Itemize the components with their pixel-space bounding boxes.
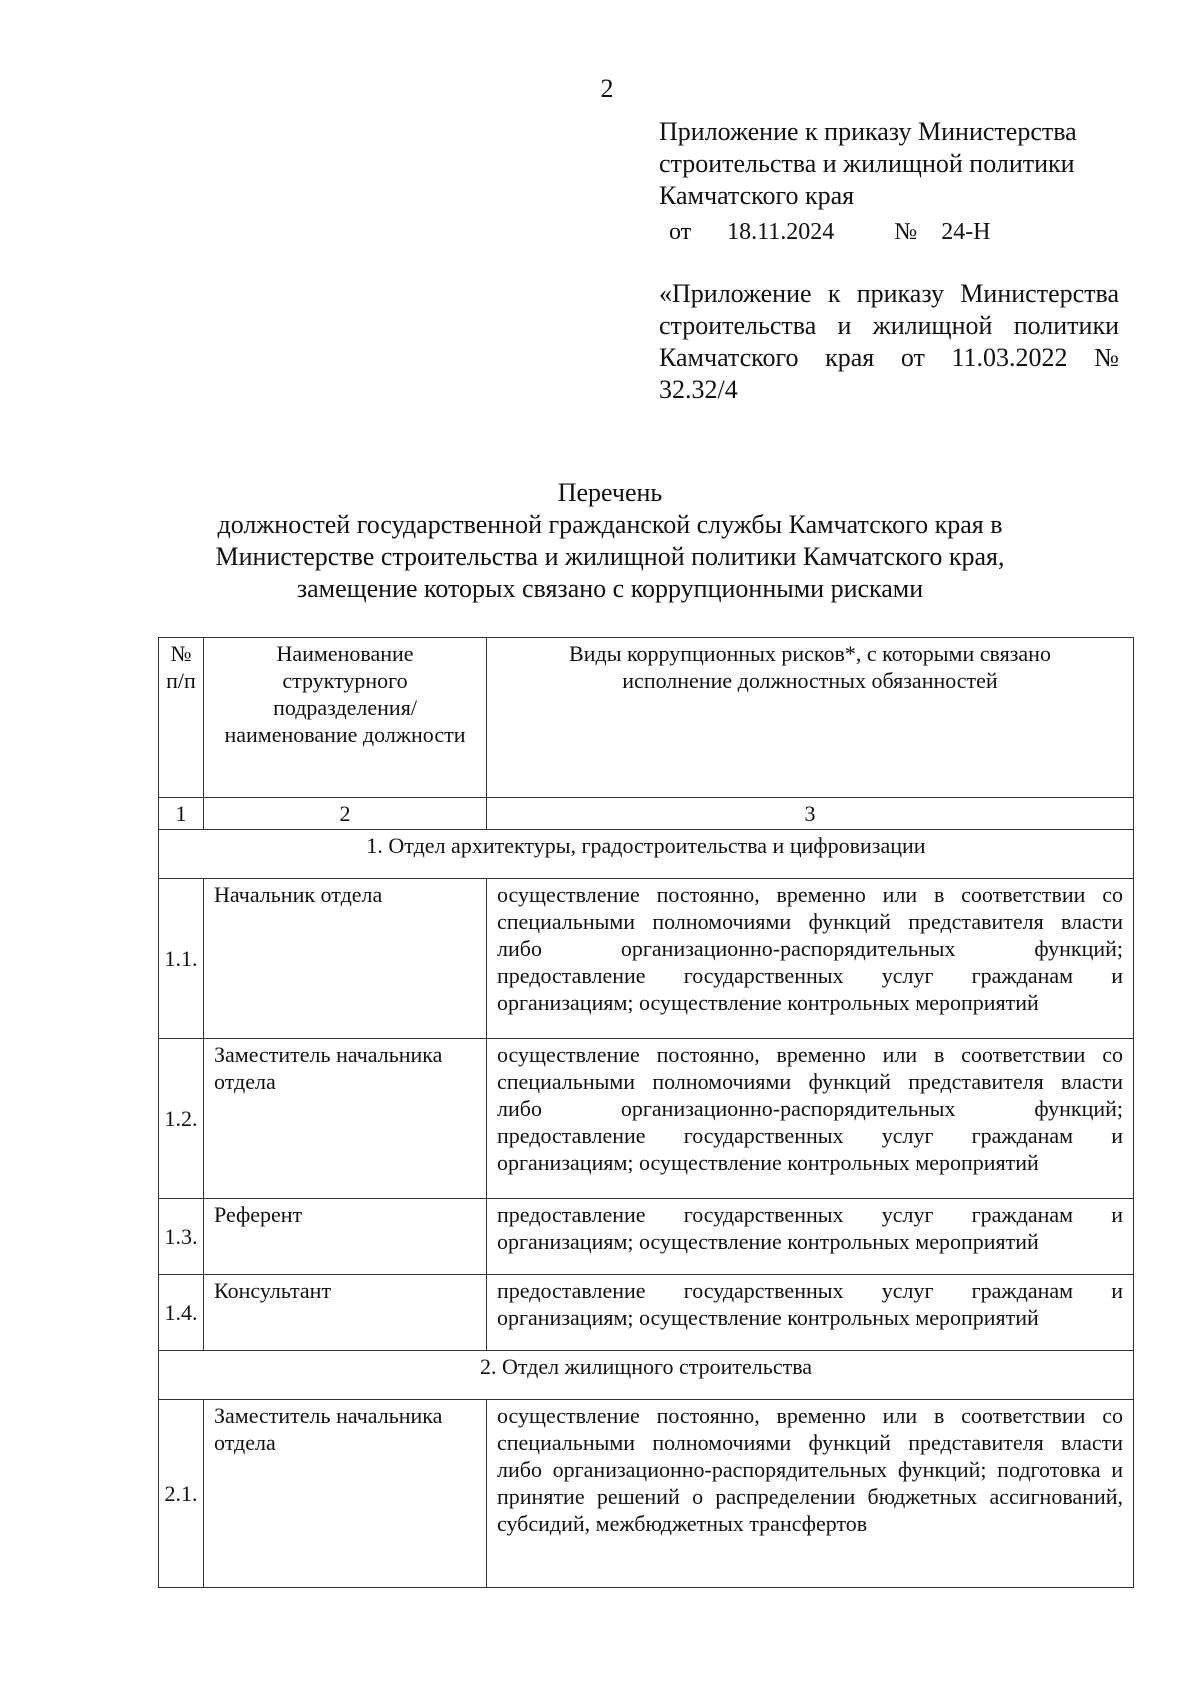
row-risks: предоставление государственных услуг гражданам и организациям; осуществление контрольных мероприятий [487,1199,1134,1275]
header-row [159,638,1134,798]
row-risks: осуществление постоянно, временно или в соответствии со специальными полномочиями функций представителя власти либо организационно-распорядительных функций; предоставление государственных услуг гражданам и организациям; осуществление контрольных мероприятий [487,879,1134,1039]
row-position: Референт [204,1199,487,1275]
title-line: должностей государственной гражданской службы Камчатского края в [217,510,1003,539]
table-row [159,879,1134,1039]
row-risks: осуществление постоянно, временно или в соответствии со специальными полномочиями функций представителя власти либо организационно-распорядительных функций; предоставление государственных услуг гражданам и организациям; осуществление контрольных мероприятий [487,1039,1134,1199]
page-number: 2 [600,74,614,103]
row-num: 1.2. [159,1039,204,1199]
appendix-line: Приложение к приказу Министерства [659,117,1077,146]
row-num: 1.3. [159,1199,204,1275]
table-row [159,1275,1134,1351]
appendix-line: Камчатского края [659,181,855,210]
row-num: 1.4. [159,1275,204,1351]
row-position: Консультант [204,1275,487,1351]
title-line: Перечень [557,478,663,507]
appendix-line: строительства и жилищной политики [659,149,1075,178]
row-risks: предоставление государственных услуг гражданам и организациям; осуществление контрольных мероприятий [487,1275,1134,1351]
title-line: замещение которых связано с коррупционными рисками [296,574,924,603]
section-row [159,1351,1134,1400]
document-title [160,477,1060,605]
table-row [159,1400,1134,1588]
row-risks: осуществление постоянно, временно или в соответствии со специальными полномочиями функций представителя власти либо организационно-распорядительных функций; подготовка и принятие решений о распределении бюджетных ассигнований, субсидий, межбюджетных трансфертов [487,1400,1134,1588]
row-num: 2.1. [159,1400,204,1588]
row-num: 1.1. [159,879,204,1039]
row-position: Начальник отдела [204,879,487,1039]
table-row [159,1039,1134,1199]
from-label: от [669,219,692,245]
row-position: Заместитель начальника отдела [204,1400,487,1588]
order-number: 24-Н [941,219,991,245]
number-label: № [894,219,918,245]
title-line: Министерстве строительства и жилищной политики Камчатского края, [215,542,1005,571]
header-position: Наименование структурного подразделения/ наименование должности [204,638,487,798]
index-row [159,798,1134,830]
index-cell: 2 [204,798,487,830]
section-title: 1. Отдел архитектуры, градостроительства и цифровизации [159,830,1134,879]
original-appendix-reference: «Приложение к приказу Министерства строительства и жилищной политики Камчатского края от 11.03.2022 № 32.32/4 [659,279,1119,404]
index-cell: 1 [159,798,204,830]
row-position: Заместитель начальника отдела [204,1039,487,1199]
appendix-header [659,116,1119,248]
section-row [159,830,1134,879]
positions-table [158,637,1134,1588]
header-num: № п/п [159,638,204,798]
index-cell: 3 [487,798,1134,830]
table-row [159,1199,1134,1275]
order-date: 18.11.2024 [727,219,835,245]
header-risks: Виды коррупционных рисков*, с которыми связано исполнение должностных обязанностей [487,638,1134,798]
order-date-number [659,216,1119,248]
section-title: 2. Отдел жилищного строительства [159,1351,1134,1400]
